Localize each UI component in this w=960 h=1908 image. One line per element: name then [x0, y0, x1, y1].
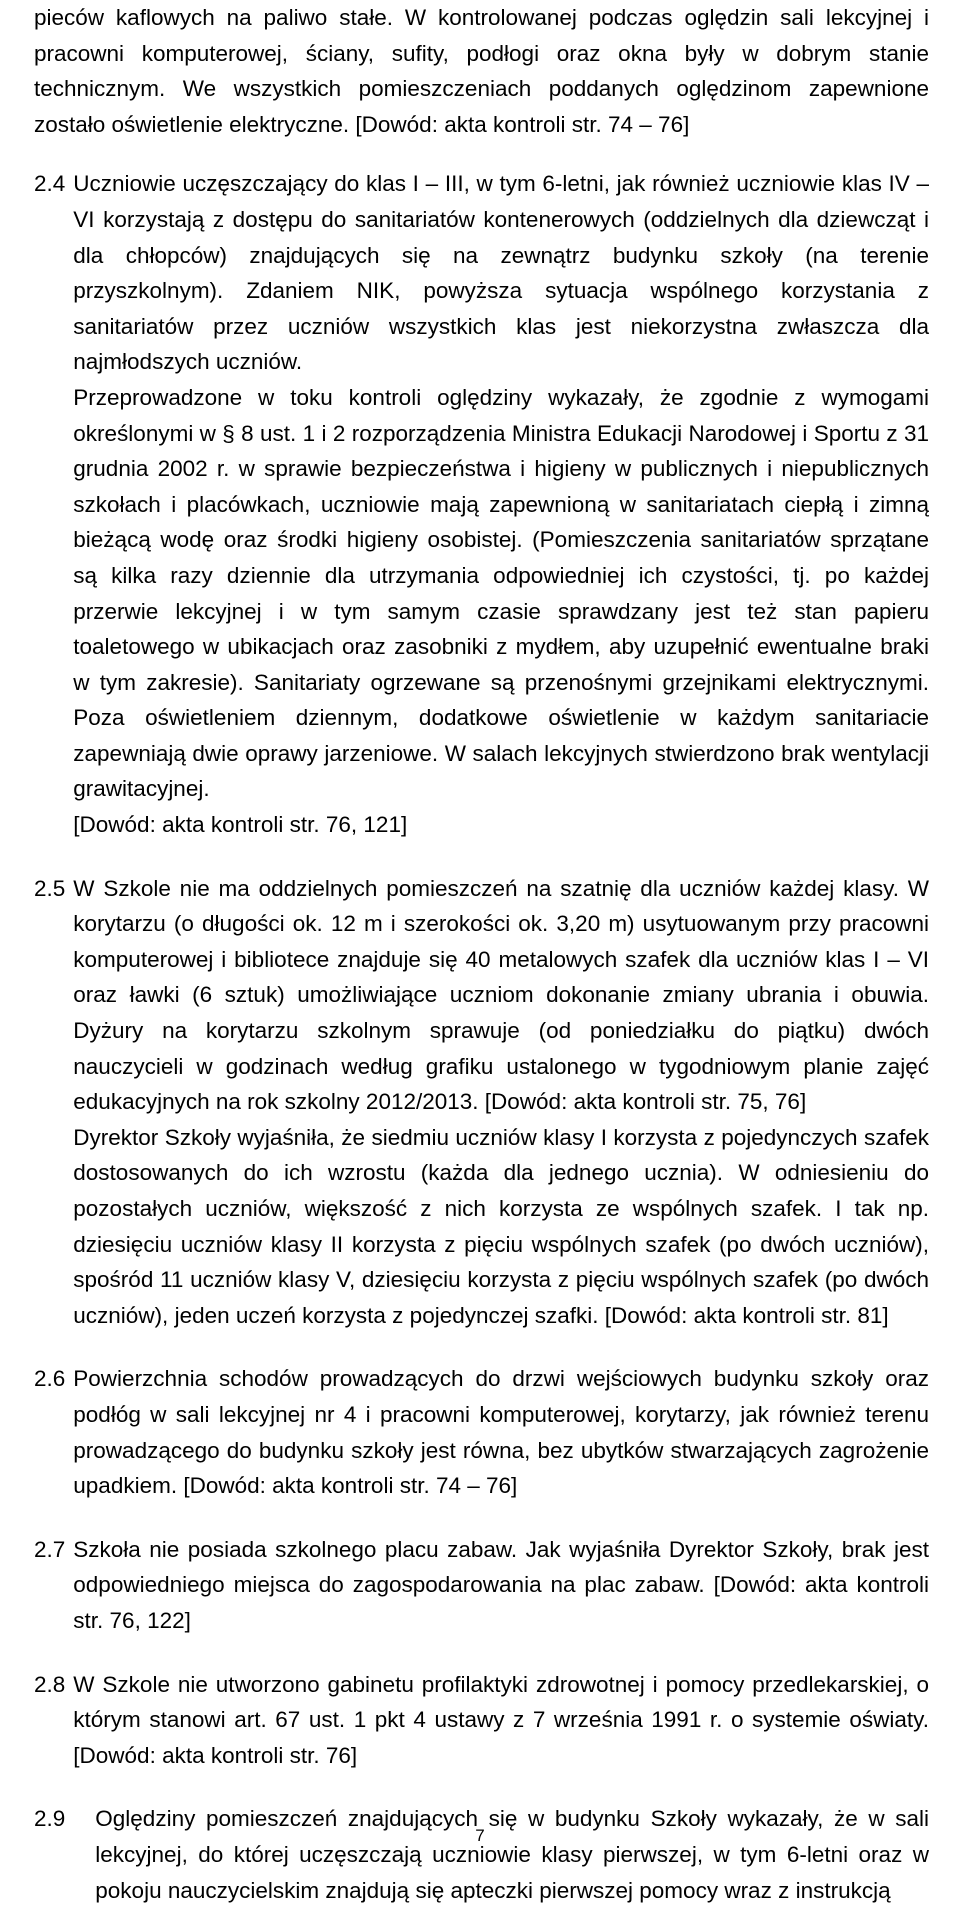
section-number: 2.5 [34, 875, 66, 901]
section-paragraph: Dyrektor Szkoły wyjaśniła, że siedmiu uczniów klasy I korzysta z pojedynczych szafek dostosowanych do ich wzrostu (każda dla jednego ucznia). W odniesieniu do pozostałych uczniów, większość z nich korzysta ze wspólnych szafek. I tak np. dziesięciu uczniów klasy II korzysta z pięciu wspólnych szafek (po dwóch uczniów), spośród 11 uczniów klasy V, dziesięciu korzysta z pięciu wspólnych szafek (po dwóch uczniów), jeden uczeń korzysta z pojedynczej szafki. [Dowód: akta kontroli str. 81] [73, 1124, 929, 1328]
section-2-4 [34, 166, 929, 842]
section-2-8 [34, 1667, 929, 1774]
section-paragraph: Przeprowadzone w toku kontroli oględziny wykazały, że zgodnie z wymogami określonymi w § 8 ust. 1 i 2 rozporządzenia Ministra Edukacji Narodowej i Sportu z 31 grudnia 2002 r. w sprawie bezpieczeństwa i higieny w publicznych i niepublicznych szkołach i placówkach, uczniowie mają zapewnioną w sanitariatach ciepłą i zimną bieżącą wodę oraz środki higieny osobistej. (Pomieszczenia sanitariatów sprzątane są kilka razy dziennie dla utrzymania odpowiedniej ich czystości, tj. po każdej przerwie lekcyjnej i w tym samym czasie sprawdzany jest też stan papieru toaletowego w ubikacjach oraz zasobniki z mydłem, aby uzupełnić ewentualne braki w tym zakresie). Sanitariaty ogrzewane są przenośnymi grzejnikami elektrycznymi. Poza oświetleniem dziennym, dodatkowe oświetlenie w każdym sanitariacie zapewniają dwie oprawy jarzeniowe. W salach lekcyjnych stwierdzono brak wentylacji grawitacyjnej. [73, 384, 929, 802]
section-2-7 [34, 1532, 929, 1639]
section-paragraph: Powierzchnia schodów prowadzących do drzwi wejściowych budynku szkoły oraz podłóg w sali lekcyjnej nr 4 i pracowni komputerowej, korytarzy, jak również terenu prowadzącego do budynku szkoły jest równa, bez ubytków stwarzających zagrożenie upadkiem. [Dowód: akta kontroli str. 74 – 76] [73, 1366, 929, 1499]
intro-paragraph: pieców kaflowych na paliwo stałe. W kontrolowanej podczas oględzin sali lekcyjnej i pracowni komputerowej, ściany, sufity, podłogi oraz okna były w dobrym stanie technicznym. We wszystkich pomieszczeniach poddanych oględzinom zapewnione zostało oświetlenie elektryczne. [Dowód: akta kontroli str. 74 – 76] [34, 5, 929, 137]
section-number: 2.6 [34, 1366, 66, 1392]
section-number: 2.4 [34, 171, 66, 197]
section-2-5 [34, 871, 929, 1334]
section-paragraph: Szkoła nie posiada szkolnego placu zabaw. Jak wyjaśniła Dyrektor Szkoły, brak jest odpowiedniego miejsca do zagospodarowania na plac zabaw. [Dowód: akta kontroli str. 76, 122] [73, 1536, 929, 1633]
section-paragraph: W Szkole nie ma oddzielnych pomieszczeń na szatnię dla uczniów każdej klasy. W korytarzu (o długości ok. 12 m i szerokości ok. 3,20 m) usytuowanym przy pracowni komputerowej i bibliotece znajduje się 40 metalowych szafek dla uczniów klas I – VI oraz ławki (6 sztuk) umożliwiające uczniom dokonanie zmiany ubrania i obuwia. Dyżury na korytarzu szkolnym sprawuje (od poniedziałku do piątku) dwóch nauczycieli w godzinach według grafiku ustalonego w tygodniowym planie zajęć edukacyjnych na rok szkolny 2012/2013. [Dowód: akta kontroli str. 75, 76] [73, 875, 929, 1115]
page-number: 7 [475, 1826, 485, 1845]
document-page [34, 0, 929, 1908]
section-paragraph: Uczniowie uczęszczający do klas I – III, w tym 6-letni, jak również uczniowie klas IV – VI korzystają z dostępu do sanitariatów kontenerowych (oddzielnych dla dziewcząt i dla chłopców) znajdujących się na zewnątrz budynku szkoły (na terenie przyszkolnym). Zdaniem NIK, powyższa sytuacja wspólnego korzystania z sanitariatów przez uczniów wszystkich klas jest niekorzystna zwłaszcza dla najmłodszych uczniów. [73, 171, 929, 375]
section-paragraph: Oględziny pomieszczeń znajdujących się w budynku Szkoły wykazały, że w sali lekcyjnej, do której uczęszczają uczniowie klasy pierwszej, w tym 6-letni oraz w pokoju nauczycielskim znajdują się apteczki pierwszej pomocy wraz z instrukcją [95, 1806, 929, 1903]
section-number: 2.7 [34, 1536, 66, 1562]
section-number: 2.9 [34, 1806, 66, 1832]
section-paragraph: W Szkole nie utworzono gabinetu profilaktyki zdrowotnej i pomocy przedlekarskiej, o którym stanowi art. 67 ust. 1 pkt 4 ustawy z 7 września 1991 r. o systemie oświaty. [Dowód: akta kontroli str. 76] [73, 1671, 929, 1768]
section-2-9 [34, 1801, 929, 1908]
section-number: 2.8 [34, 1671, 66, 1697]
evidence-reference: [Dowód: akta kontroli str. 76, 121] [73, 812, 408, 838]
section-2-6 [34, 1361, 929, 1503]
